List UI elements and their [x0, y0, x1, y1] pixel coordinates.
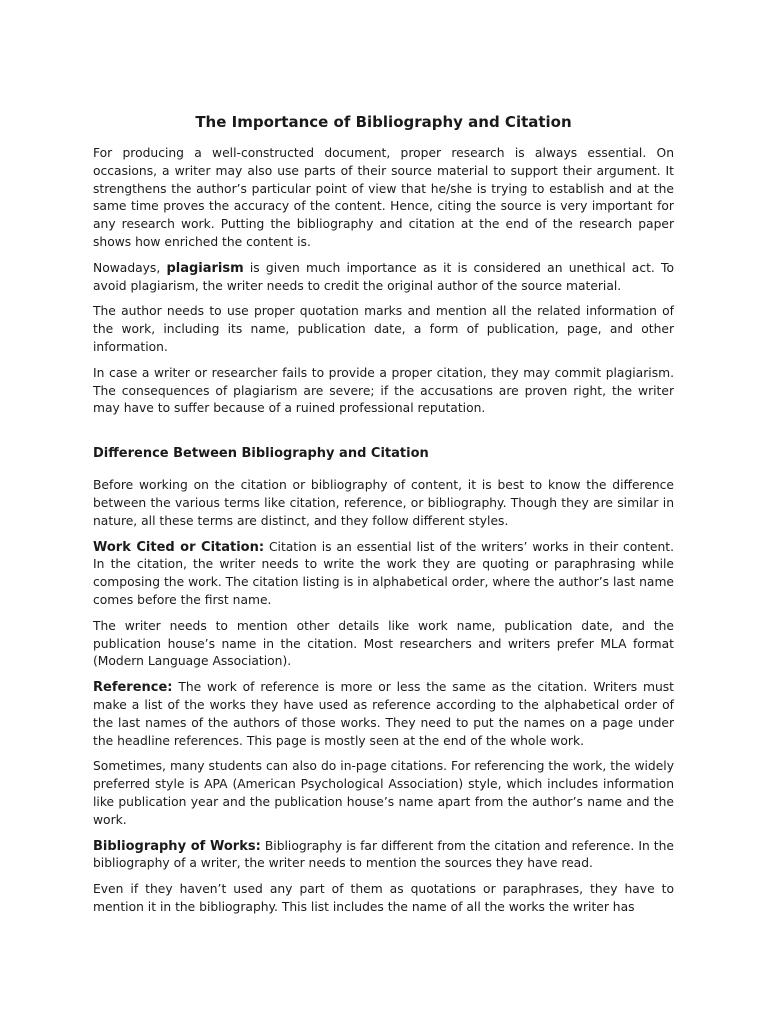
intro-paragraph-2-lead: Nowadays,	[93, 260, 167, 275]
bibliography-paragraph	[93, 838, 674, 874]
mla-paragraph: The writer needs to mention other details like work name, publication date, and the publication house’s name in the citation. Most researchers and writers prefer MLA format (Modern Language Association).	[93, 618, 674, 669]
intro-paragraph-1: For producing a well-constructed document, proper research is always essential. On occasions, a writer may also use parts of their source material to support their argument. It strengthens the author’s particular point of view that he/she is trying to establish and at the same time proves the accuracy of the content. Hence, citing the source is very important for any research work. Putting the bibliography and citation at the end of the research paper shows how enriched the content is.	[93, 146, 674, 249]
final-paragraph: Even if they haven’t used any part of them as quotations or paraphrases, they have to mention it in the bibliography. This list includes the name of all the works the writer has	[93, 882, 674, 914]
section-heading: Difference Between Bibliography and Citation	[93, 446, 429, 462]
section-paragraph-1: Before working on the citation or bibliography of content, it is best to know the difference between the various terms like citation, reference, or bibliography. Though they are similar in nature, all these terms are distinct, and they follow different styles.	[93, 478, 674, 528]
document-page	[93, 112, 674, 925]
work-cited-heading: Work Cited or Citation:	[93, 539, 265, 555]
intro-paragraph-3: The author needs to use proper quotation marks and mention all the related information of the work, including its name, publication date, a form of publication, page, and other information.	[93, 304, 674, 354]
work-cited-paragraph	[93, 539, 674, 610]
bibliography-text: Bibliography is far different from the citation and reference. In the bibliography of a writer, the writer needs to mention the sources they have read.	[93, 838, 674, 871]
work-cited-text: Citation is an essential list of the writers’ works in their content. In the citation, the writer needs to write the work they are quoting or paraphrasing while composing the work. The citation listing is in alphabetical order, where the author’s last name comes before the first name.	[93, 539, 674, 607]
reference-heading: Reference:	[93, 680, 173, 696]
intro-paragraph-4: In case a writer or researcher fails to provide a proper citation, they may commit plagiarism. The consequences of plagiarism are severe; if the accusations are proven right, the writer may have to suffer because of a ruined professional reputation.	[93, 365, 674, 416]
bibliography-heading: Bibliography of Works:	[93, 838, 261, 854]
intro-paragraph-2-rest: is given much importance as it is considered an unethical act. To avoid plagiarism, the writer needs to credit the original author of the source material.	[93, 260, 674, 293]
intro-paragraph-2	[93, 260, 674, 296]
document-title: The Importance of Bibliography and Citation	[195, 113, 572, 131]
reference-paragraph	[93, 679, 674, 750]
apa-paragraph: Sometimes, many students can also do in-page citations. For referencing the work, the widely preferred style is APA (American Psychological Association) style, which includes information like publication year and the publication house’s name apart from the author’s name and the work.	[93, 759, 674, 827]
reference-text: The work of reference is more or less the same as the citation. Writers must make a list of the works they have used as reference according to the alphabetical order of the last names of the authors of those works. They need to put the names on a page under the headline references. This page is mostly seen at the end of the whole work.	[93, 680, 674, 748]
plagiarism-term: plagiarism	[166, 260, 244, 276]
